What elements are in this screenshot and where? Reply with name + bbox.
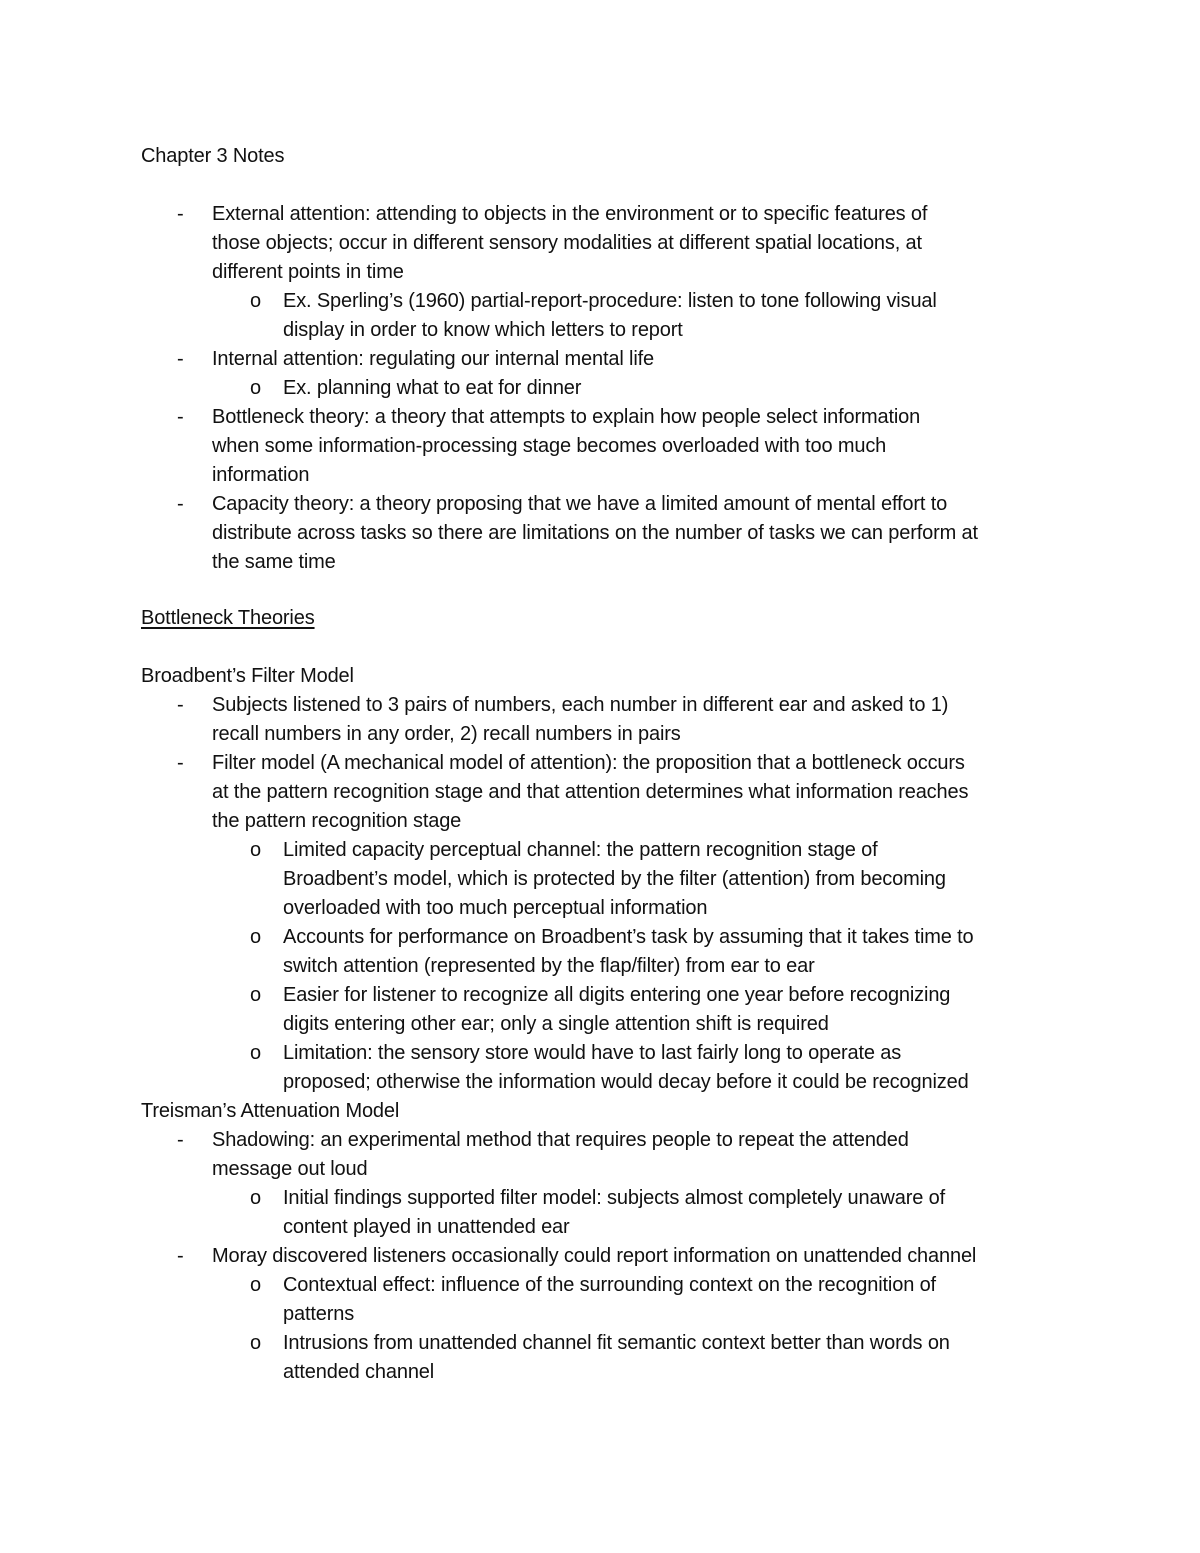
list-item-line: those objects; occur in different sensory modalities at different spatial locations, at	[212, 232, 922, 254]
list-item-line: External attention: attending to objects in the environment or to specific features of	[212, 203, 928, 225]
list-item-line: the pattern recognition stage	[212, 810, 462, 832]
subsection-heading: Treisman’s Attenuation Model	[141, 1100, 400, 1122]
sub-list-marker: o	[250, 290, 262, 312]
sub-list-marker: o	[250, 1042, 262, 1064]
list-item-line: the same time	[212, 551, 336, 573]
sub-list-item-line: overloaded with too much perceptual information	[283, 897, 708, 919]
sub-list-marker: o	[250, 839, 262, 861]
sub-list-item-line: attended channel	[283, 1361, 435, 1383]
sub-list-item-line: Initial findings supported filter model: subjects almost completely unaware of	[283, 1187, 945, 1209]
sub-list-marker: o	[250, 1187, 262, 1209]
list-marker: -	[177, 1129, 184, 1151]
subsection-heading: Broadbent’s Filter Model	[141, 665, 354, 687]
sub-list-item-line: Intrusions from unattended channel fit semantic context better than words on	[283, 1332, 950, 1354]
sub-list-item-line: Broadbent’s model, which is protected by the filter (attention) from becoming	[283, 868, 946, 890]
sub-list-item-line: patterns	[283, 1303, 355, 1325]
list-item-line: recall numbers in any order, 2) recall numbers in pairs	[212, 723, 681, 745]
page-title: Chapter 3 Notes	[141, 145, 285, 167]
sub-list-marker: o	[250, 1332, 262, 1354]
list-item-line: Shadowing: an experimental method that requires people to repeat the attended	[212, 1129, 909, 1151]
sub-list-item-line: Ex. planning what to eat for dinner	[283, 377, 582, 399]
list-item-line: Subjects listened to 3 pairs of numbers, each number in different ear and asked to 1)	[212, 694, 949, 716]
list-item-line: distribute across tasks so there are limitations on the number of tasks we can perform at	[212, 522, 978, 544]
sub-list-item-line: digits entering other ear; only a single attention shift is required	[283, 1013, 829, 1035]
list-item-line: Moray discovered listeners occasionally could report information on unattended channel	[212, 1245, 977, 1267]
list-item-line: message out loud	[212, 1158, 368, 1180]
sub-list-item-line: Contextual effect: influence of the surrounding context on the recognition of	[283, 1274, 936, 1296]
list-item-line: Filter model (A mechanical model of attention): the proposition that a bottleneck occurs	[212, 752, 965, 774]
sub-list-item-line: Accounts for performance on Broadbent’s task by assuming that it takes time to	[283, 926, 974, 948]
list-item-line: when some information-processing stage becomes overloaded with too much	[212, 435, 887, 457]
list-marker: -	[177, 406, 184, 428]
list-item-line: Internal attention: regulating our internal mental life	[212, 348, 655, 370]
sub-list-item-line: Easier for listener to recognize all digits entering one year before recognizing	[283, 984, 951, 1006]
sub-list-item-line: Ex. Sperling’s (1960) partial-report-procedure: listen to tone following visual	[283, 290, 937, 312]
sub-list-item-line: content played in unattended ear	[283, 1216, 570, 1238]
list-item-line: at the pattern recognition stage and that attention determines what information reaches	[212, 781, 969, 803]
sub-list-marker: o	[250, 926, 262, 948]
sub-list-item-line: Limitation: the sensory store would have to last fairly long to operate as	[283, 1042, 902, 1064]
list-marker: -	[177, 203, 184, 225]
sub-list-marker: o	[250, 984, 262, 1006]
list-item-line: different points in time	[212, 261, 404, 283]
sub-list-item-line: switch attention (represented by the flap/filter) from ear to ear	[283, 955, 815, 977]
sub-list-item-line: display in order to know which letters to report	[283, 319, 683, 341]
sub-list-item-line: Limited capacity perceptual channel: the pattern recognition stage of	[283, 839, 878, 861]
list-item-line: Capacity theory: a theory proposing that we have a limited amount of mental effort to	[212, 493, 948, 515]
list-marker: -	[177, 1245, 184, 1267]
list-marker: -	[177, 348, 184, 370]
list-item-line: Bottleneck theory: a theory that attempts to explain how people select information	[212, 406, 921, 428]
list-marker: -	[177, 493, 184, 515]
sub-list-marker: o	[250, 1274, 262, 1296]
list-marker: -	[177, 752, 184, 774]
section-heading: Bottleneck Theories	[141, 607, 315, 629]
list-item-line: information	[212, 464, 310, 486]
list-marker: -	[177, 694, 184, 716]
sub-list-marker: o	[250, 377, 262, 399]
sub-list-item-line: proposed; otherwise the information would decay before it could be recognized	[283, 1071, 969, 1093]
